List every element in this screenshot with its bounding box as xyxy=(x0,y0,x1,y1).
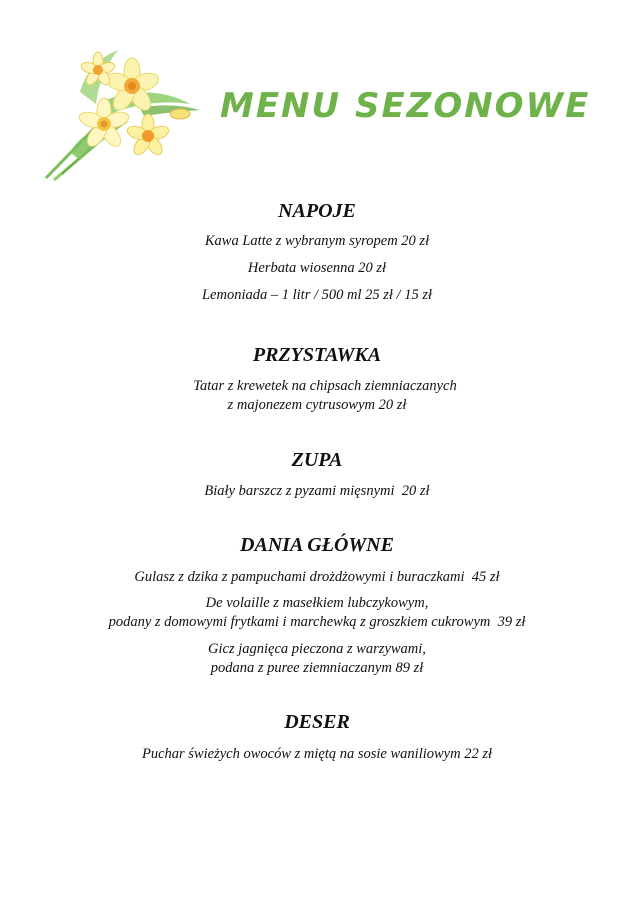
menu-item: Gicz jagnięca pieczona z warzywami, xyxy=(208,641,426,657)
section-heading-przystawka: PRZYSTAWKA xyxy=(252,344,382,366)
menu-item: Herbata wiosenna 20 zł xyxy=(247,260,387,276)
menu-item: Biały barszcz z pyzami mięsnymi 20 zł xyxy=(204,483,430,499)
section-heading-dania-glowne: DANIA GŁÓWNE xyxy=(240,534,394,556)
menu-item: Gulasz z dzika z pampuchami drożdżowymi i buraczkami 45 zł xyxy=(134,569,500,585)
daffodil-bouquet-icon xyxy=(40,42,210,184)
menu-item: z majonezem cytrusowym 20 zł xyxy=(227,397,407,413)
menu-title: MENU SEZONOWE xyxy=(220,86,591,126)
menu-item: Kawa Latte z wybranym syropem 20 zł xyxy=(204,233,430,249)
menu-item: Puchar świeżych owoców z miętą na sosie waniliowym 22 zł xyxy=(142,746,492,762)
menu-item: Lemoniada – 1 litr / 500 ml 25 zł / 15 zł xyxy=(201,287,432,303)
section-heading-zupa: ZUPA xyxy=(291,449,343,471)
menu-item: podana z puree ziemniaczanym 89 zł xyxy=(210,660,424,676)
menu-item: De volaille z masełkiem lubczykowym, xyxy=(205,595,429,611)
menu-item: Tatar z krewetek na chipsach ziemniaczanych xyxy=(193,378,457,394)
section-heading-deser: DESER xyxy=(284,711,350,733)
section-heading-napoje: NAPOJE xyxy=(278,200,356,222)
menu-header xyxy=(0,0,634,190)
menu-item: podany z domowymi frytkami i marchewką z groszkiem cukrowym 39 zł xyxy=(108,614,526,630)
